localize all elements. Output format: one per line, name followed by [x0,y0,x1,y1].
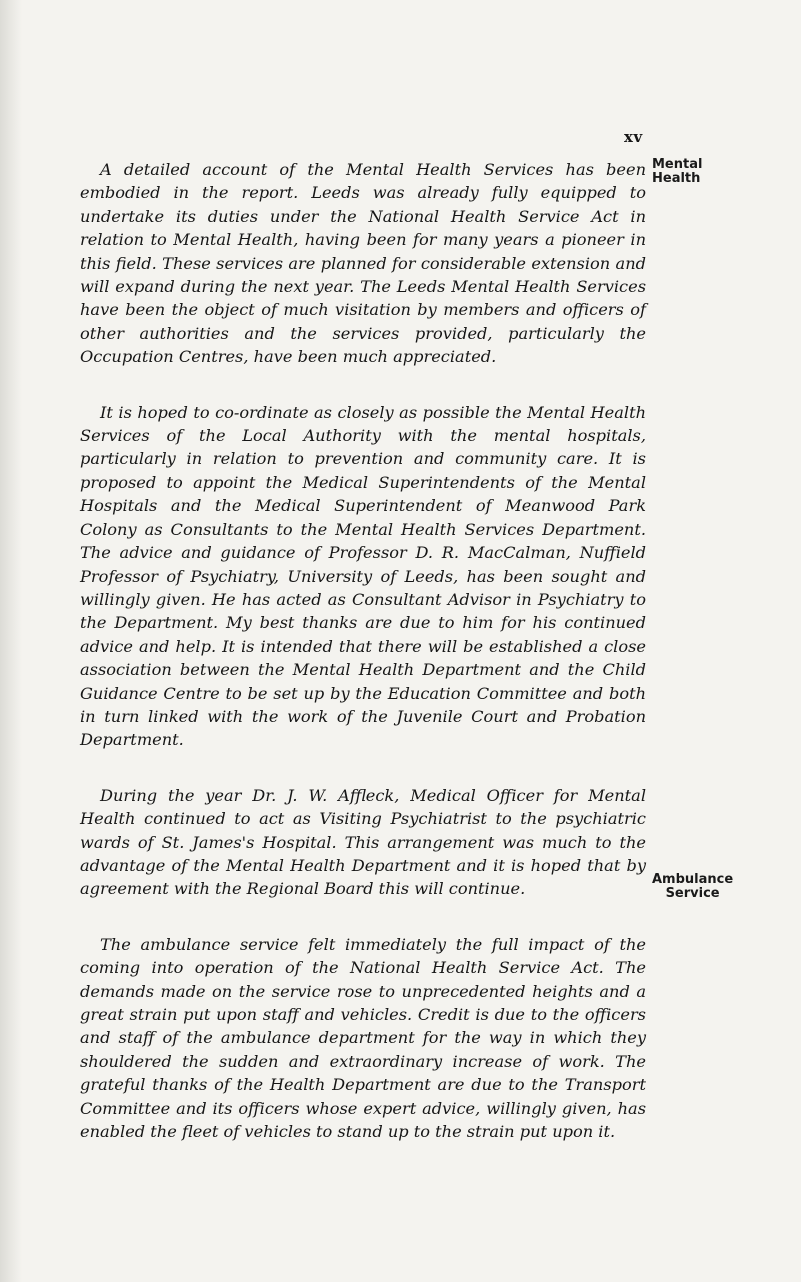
margin-note-line: Service [665,886,720,901]
paragraph-visiting-psychiatrist: During the year Dr. J. W. Affleck, Medical Officer for Mental Health continued to act as Visiting Psychiatrist to the psychiatric wards of St. James's Hospital. This arrangement was much to the advantage of the Mental Health Department and it is hoped that by agreement with the Regional Board this will continue. [80,785,646,899]
paragraph-coordination: It is hoped to co-ordinate as closely as possible the Mental Health Services of the Local Authority with the mental hospitals, particularly in relation to prevention and community care. It is proposed to appoint the Medical Superintendents of the Mental Hospitals and the Medical Superintendent of Meanwood Park Colony as Consultants to the Mental Health Services Department. The advice and guidance of Professor D. R. MacCalman, Nuffield Professor of Psychiatry, University of Leeds, has been sought and willingly given. He has acted as Consultant Advisor in Psychiatry to the Department. My best thanks are due to him for his continued advice and help. It is intended that there will be established a close association between the Mental Health Department and the Child Guidance Centre to be set up by the Education Committee and both in turn linked with the work of the Juvenile Court and Probation Department. [80,402,646,750]
margin-note-line: Health [652,171,701,186]
margin-note-line: Ambulance [652,872,734,887]
paragraph-mental-health-services: A detailed account of the Mental Health Services has been embodied in the report. Leeds was already fully equipped to undertake its duties under the National Health Service Act in relation to Mental Health, having been for many years a pioneer in this field. These services are planned for considerable extension and will expand during the next year. The Leeds Mental Health Services have been the object of much visitation by members and officers of other authorities and the services provided, particularly the Occupation Centres, have been much appreciated. [80,160,646,367]
margin-note-ambulance-service [652,873,733,901]
page-number: xv [624,128,643,146]
page-edge-shadow [0,0,22,1282]
paragraph-ambulance-service: The ambulance service felt immediately the full impact of the coming into operation of the National Health Service Act. The demands made on the service rose to unprecedented heights and a great strain put upon staff and vehicles. Credit is due to the officers and staff of the ambulance department for the way in which they shouldered the sudden and extraordinary increase of work. The grateful thanks of the Health Department are due to the Transport Committee and its officers whose expert advice, willingly given, has enabled the fleet of vehicles to stand up to the strain put upon it. [80,934,646,1142]
margin-note-line: Mental [652,157,703,172]
body-text [80,158,646,1175]
margin-note-mental-health [652,158,702,186]
